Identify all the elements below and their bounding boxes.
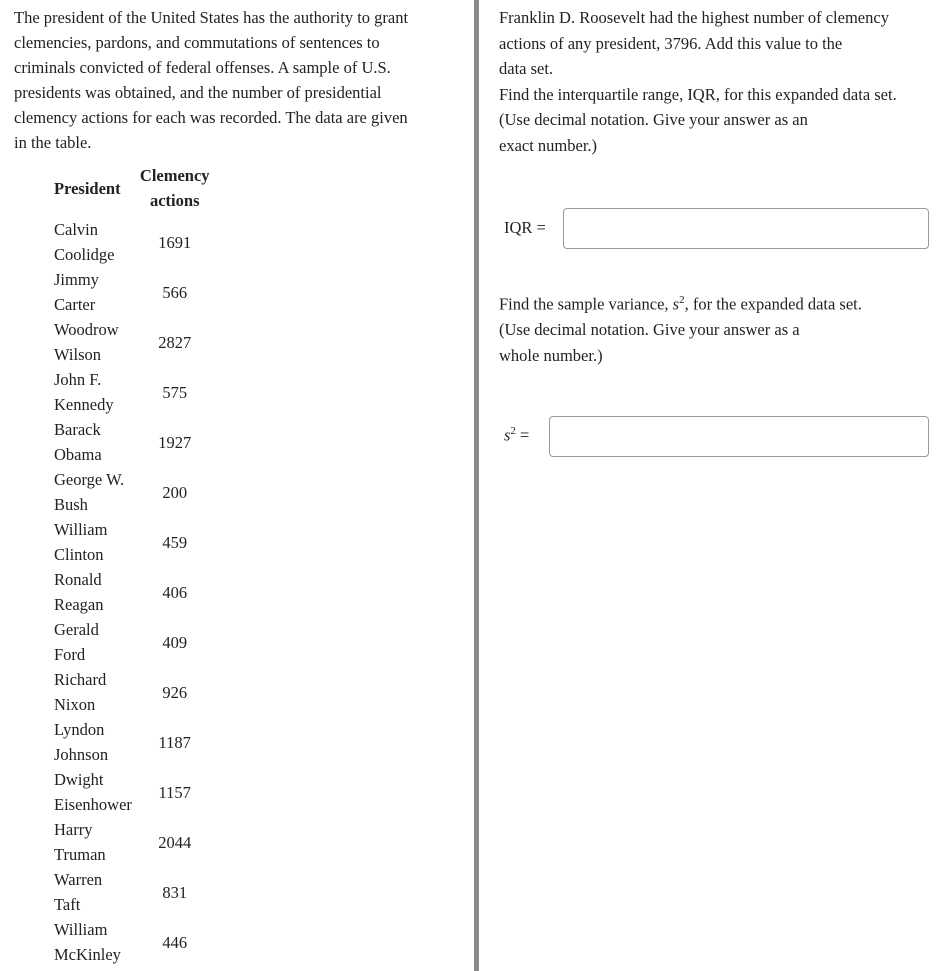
president-name-cell (50, 617, 136, 667)
president-last-name: Wilson (54, 345, 102, 364)
president-first-name: Gerald (54, 620, 99, 639)
president-last-name: Coolidge (54, 245, 115, 264)
clemency-value-cell: 1691 (158, 232, 192, 252)
president-name-cell (50, 717, 136, 767)
clemency-value-cell: 406 (162, 582, 188, 602)
table-row (50, 417, 214, 467)
variance-answer-input[interactable] (549, 416, 929, 457)
president-name-cell (50, 267, 136, 317)
header-president: President (54, 178, 121, 198)
iqr-answer-input[interactable] (563, 208, 929, 249)
president-first-name: Dwight (54, 770, 104, 789)
president-name-cell (50, 867, 136, 917)
president-last-name: Obama (54, 445, 102, 464)
variance-label-equals: = (515, 425, 530, 445)
intro-line: presidents was obtained, and the number of presidential (14, 83, 382, 102)
clemency-value-cell: 1187 (158, 732, 191, 752)
question-iqr-text (499, 5, 949, 158)
president-name-cell (50, 517, 136, 567)
clemency-value-cell: 446 (162, 932, 188, 952)
table-row (50, 817, 214, 867)
variance-label-symbol: s (504, 425, 511, 445)
president-last-name: Kennedy (54, 395, 114, 414)
president-first-name: Jimmy (54, 270, 99, 289)
clemency-value-cell: 831 (162, 882, 188, 902)
president-last-name: Reagan (54, 595, 104, 614)
question-line: Find the interquartile range, IQR, for this expanded data set. (499, 84, 897, 104)
president-first-name: Ronald (54, 570, 102, 589)
president-name-cell (50, 317, 136, 367)
president-name-cell (50, 367, 136, 417)
table-row (50, 217, 214, 267)
president-first-name: John F. (54, 370, 102, 389)
table-row (50, 667, 214, 717)
question-line: actions of any president, 3796. Add this value to the (499, 33, 843, 53)
president-first-name: Barack (54, 420, 101, 439)
clemency-value-cell: 1157 (158, 782, 191, 802)
header-clemency-line: Clemency (139, 166, 210, 185)
president-name-cell (50, 467, 136, 517)
president-last-name: Truman (54, 845, 106, 864)
table-row (50, 317, 214, 367)
intro-line: criminals convicted of federal offenses. A sample of U.S. (14, 58, 391, 77)
table-row (50, 767, 214, 817)
question-line: whole number.) (499, 345, 603, 365)
clemency-value-cell: 2827 (158, 332, 192, 352)
clemency-value-cell: 566 (162, 282, 188, 302)
question-line: Franklin D. Roosevelt had the highest number of clemency (499, 8, 889, 27)
president-last-name: McKinley (54, 945, 121, 964)
question-line: data set. (499, 59, 554, 78)
intro-text (14, 5, 464, 155)
president-name-cell (50, 217, 136, 267)
right-panel (479, 0, 951, 971)
table-header-row (50, 163, 214, 213)
president-last-name: Eisenhower (54, 795, 132, 814)
clemency-value-cell: 200 (162, 482, 188, 502)
intro-line: clemencies, pardons, and commutations of sentences to (14, 33, 380, 52)
clemency-value-cell: 459 (162, 532, 188, 552)
table-row (50, 517, 214, 567)
president-first-name: Richard (54, 670, 107, 689)
intro-line: The president of the United States has the authority to grant (14, 8, 409, 27)
table-row (50, 267, 214, 317)
question-variance-text (499, 288, 949, 368)
clemency-value-cell: 926 (162, 682, 188, 702)
table-row (50, 367, 214, 417)
clemency-value-cell: 575 (162, 382, 188, 402)
president-name-cell (50, 417, 136, 467)
header-clemency-line: actions (149, 191, 200, 210)
president-last-name: Clinton (54, 545, 104, 564)
president-first-name: William (54, 520, 108, 539)
president-name-cell (50, 567, 136, 617)
table-row (50, 617, 214, 667)
president-name-cell (50, 817, 136, 867)
president-first-name: Woodrow (54, 320, 119, 339)
president-first-name: Calvin (54, 220, 98, 239)
question-line: (Use decimal notation. Give your answer as a (499, 320, 800, 339)
variance-label (504, 425, 529, 446)
iqr-label: IQR = (504, 218, 546, 237)
president-last-name: Taft (54, 895, 81, 914)
president-last-name: Carter (54, 295, 96, 314)
clemency-value-cell: 1927 (158, 432, 192, 452)
table-row (50, 567, 214, 617)
table-row (50, 717, 214, 767)
president-first-name: Warren (54, 870, 103, 889)
president-first-name: George W. (54, 470, 125, 489)
question-line: exact number.) (499, 135, 598, 155)
intro-line: clemency actions for each was recorded. The data are given (14, 108, 408, 127)
president-first-name: Lyndon (54, 720, 105, 739)
variance-label-exponent: 2 (510, 425, 516, 437)
president-last-name: Nixon (54, 695, 96, 714)
left-panel (0, 0, 474, 971)
president-last-name: Johnson (54, 745, 109, 764)
president-name-cell (50, 767, 136, 817)
question-line: (Use decimal notation. Give your answer as an (499, 110, 808, 129)
president-first-name: William (54, 920, 108, 939)
president-last-name: Ford (54, 645, 86, 664)
question-line (499, 288, 949, 317)
table-row (50, 867, 214, 917)
variance-exponent: 2 (679, 294, 685, 306)
table-row (50, 467, 214, 517)
table-body (50, 213, 214, 967)
clemency-value-cell: 2044 (158, 832, 192, 852)
table-row (50, 917, 214, 967)
question-text: , for the expanded data set. (684, 294, 862, 314)
president-first-name: Harry (54, 820, 93, 839)
president-name-cell (50, 667, 136, 717)
clemency-value-cell: 409 (162, 632, 188, 652)
header-clemency-actions (136, 163, 214, 213)
clemency-table (50, 163, 214, 967)
intro-line: in the table. (14, 133, 92, 152)
question-text: Find the sample variance, (499, 294, 673, 314)
president-name-cell (50, 917, 136, 967)
president-last-name: Bush (54, 495, 88, 514)
variance-symbol: s (672, 294, 680, 314)
